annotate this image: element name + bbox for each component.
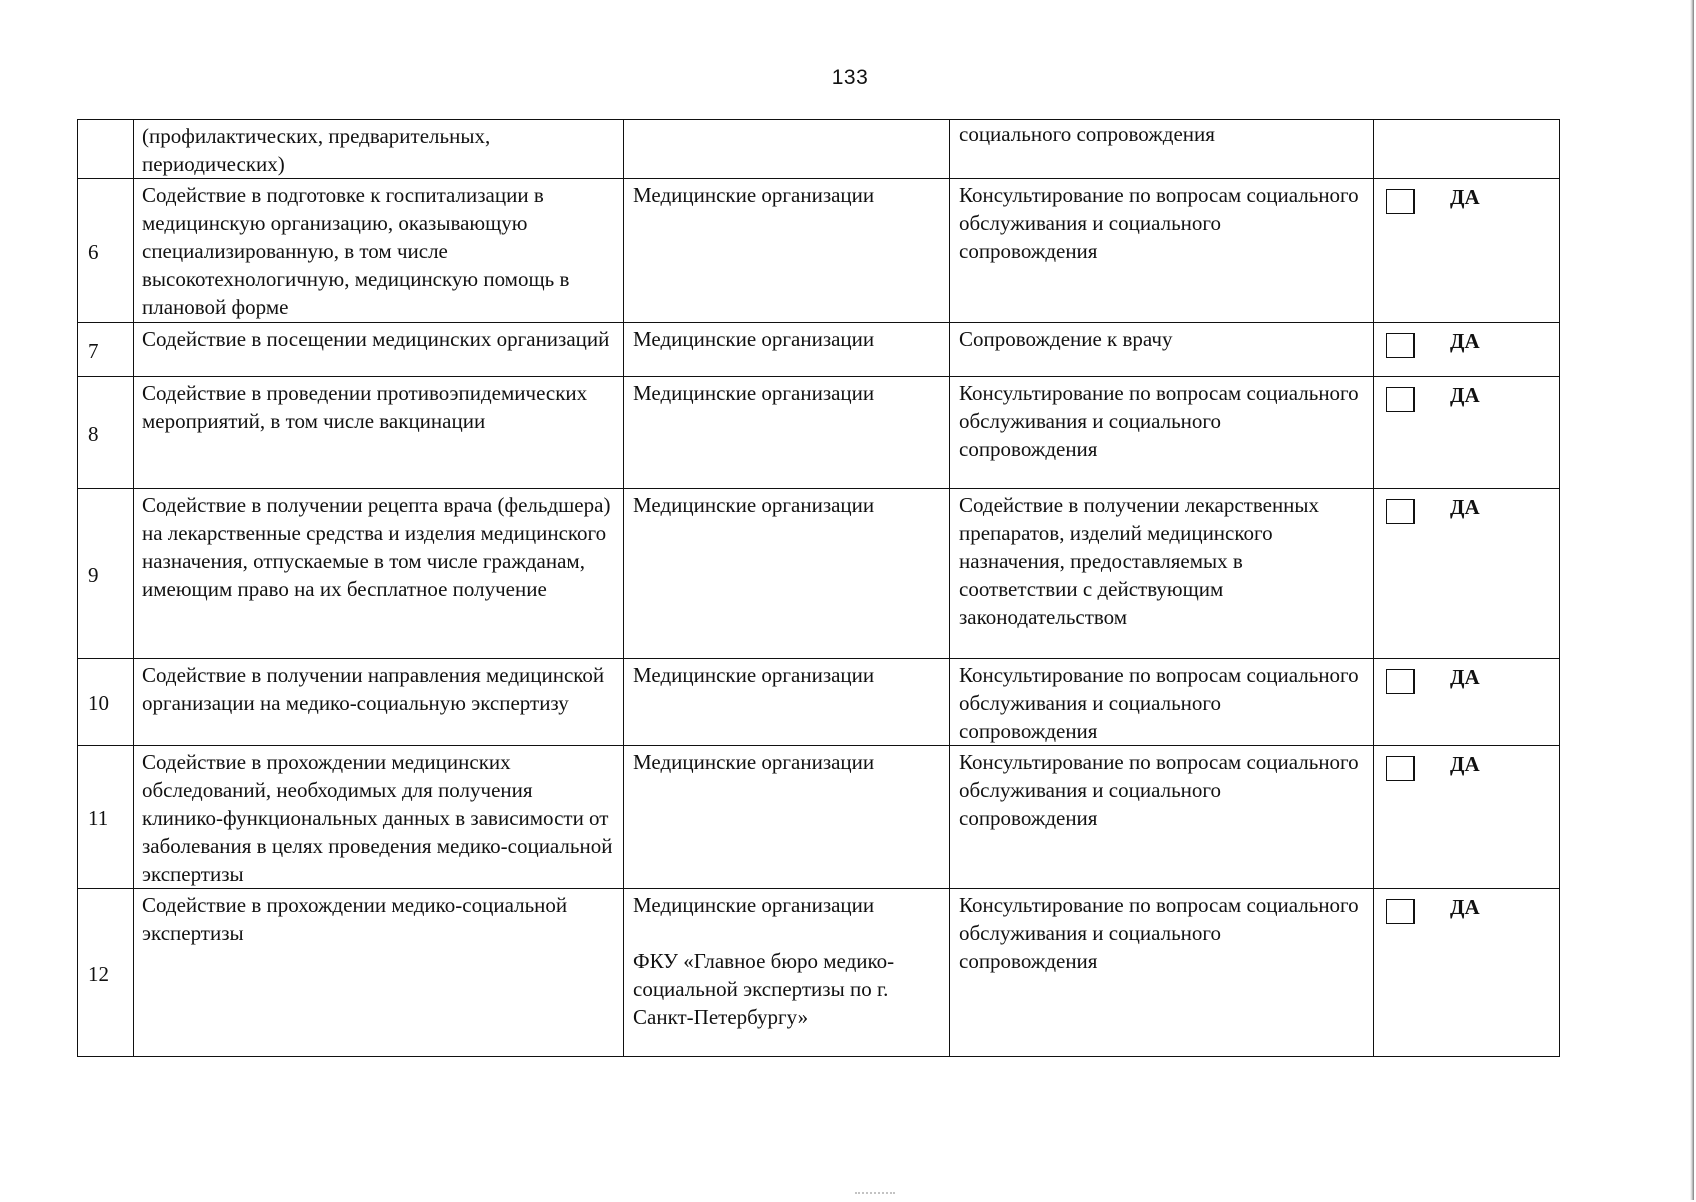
row-number: 11 [78, 746, 134, 889]
checkbox[interactable] [1386, 189, 1415, 214]
service-cell: Содействие в прохождении медицинских обследований, необходимых для получения клинико-функциональных данных в зависимости от заболевания в целях проведения медико-социальной экспертизы [134, 746, 624, 889]
organization-cell: Медицинские организации [624, 489, 950, 659]
checkbox[interactable] [1386, 499, 1415, 524]
service-cell: Содействие в прохождении медико-социальной экспертизы [134, 889, 624, 1057]
organization-cell: Медицинские организации [624, 179, 950, 323]
service-cell: Содействие в подготовке к госпитализации в медицинскую организацию, оказывающую специализированную, в том числе высокотехнологичную, медицинскую помощь в плановой форме [134, 179, 624, 323]
organization-cell: Медицинские организации [624, 377, 950, 489]
check-cell [1374, 746, 1560, 889]
form-cell: Сопровождение к врачу [950, 323, 1374, 377]
checkbox[interactable] [1386, 669, 1415, 694]
form-cell: Консультирование по вопросам социального обслуживания и социального сопровождения [950, 889, 1374, 1057]
table-row [78, 746, 1560, 889]
check-cell [1374, 889, 1560, 1057]
row-number: 9 [78, 489, 134, 659]
yes-label: ДА [1450, 495, 1480, 519]
form-cell: Консультирование по вопросам социального обслуживания и социального сопровождения [950, 659, 1374, 746]
yes-label: ДА [1450, 895, 1480, 919]
checkbox[interactable] [1386, 756, 1415, 781]
checkbox[interactable] [1386, 387, 1415, 412]
yes-label: ДА [1450, 752, 1480, 776]
yes-label: ДА [1450, 383, 1480, 407]
table-row [78, 659, 1560, 746]
table-row [78, 120, 1560, 179]
row-number [78, 120, 134, 179]
service-cell: Содействие в получении рецепта врача (фельдшера) на лекарственные средства и изделия медицинского назначения, отпускаемые в том числе гражданам, имеющим право на их бесплатное получение [134, 489, 624, 659]
scan-mark [855, 1192, 895, 1202]
form-cell: Консультирование по вопросам социального обслуживания и социального сопровождения [950, 746, 1374, 889]
organization-cell: Медицинские организации [624, 323, 950, 377]
organization-cell [624, 120, 950, 179]
yes-label: ДА [1450, 185, 1480, 209]
check-cell [1374, 377, 1560, 489]
row-number: 6 [78, 179, 134, 323]
page-number: 133 [831, 66, 869, 89]
scan-edge-shadow [1690, 0, 1694, 1200]
check-cell [1374, 323, 1560, 377]
service-cell: Содействие в посещении медицинских организаций [134, 323, 624, 377]
yes-label: ДА [1450, 329, 1480, 353]
organization-cell: Медицинские организации [624, 746, 950, 889]
form-cell: Содействие в получении лекарственных препаратов, изделий медицинского назначения, предоставляемых в соответствии с действующим законодательством [950, 489, 1374, 659]
table-row [78, 323, 1560, 377]
checkbox[interactable] [1386, 333, 1415, 358]
organization-cell: Медицинские организации ФКУ «Главное бюро медико-социальной экспертизы по г. Санкт-Петербургу» [624, 889, 950, 1057]
table-row [78, 889, 1560, 1057]
check-cell [1374, 179, 1560, 323]
check-cell [1374, 659, 1560, 746]
check-cell [1374, 120, 1560, 179]
table-row [78, 489, 1560, 659]
row-number: 8 [78, 377, 134, 489]
checkbox[interactable] [1386, 899, 1415, 924]
organization-cell: Медицинские организации [624, 659, 950, 746]
table-row [78, 179, 1560, 323]
yes-label: ДА [1450, 665, 1480, 689]
form-cell: Консультирование по вопросам социального обслуживания и социального сопровождения [950, 179, 1374, 323]
row-number: 10 [78, 659, 134, 746]
service-cell: Содействие в проведении противоэпидемических мероприятий, в том числе вакцинации [134, 377, 624, 489]
service-cell: (профилактических, предварительных, периодических) [134, 120, 624, 179]
row-number: 7 [78, 323, 134, 377]
row-number: 12 [78, 889, 134, 1057]
form-cell: Консультирование по вопросам социального обслуживания и социального сопровождения [950, 377, 1374, 489]
services-table [77, 119, 1560, 1057]
check-cell [1374, 489, 1560, 659]
form-cell: социального сопровождения [950, 120, 1374, 179]
table-row [78, 377, 1560, 489]
service-cell: Содействие в получении направления медицинской организации на медико-социальную экспертизу [134, 659, 624, 746]
